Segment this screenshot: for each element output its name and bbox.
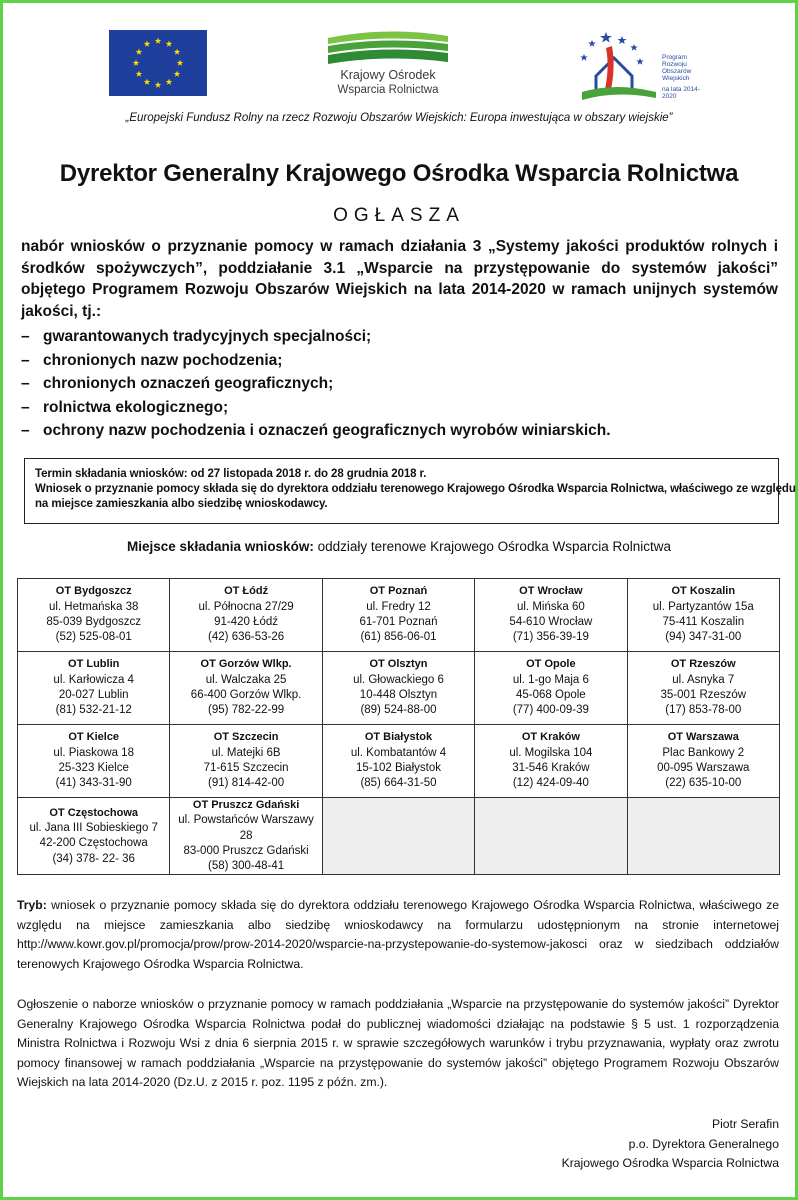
empty-cell bbox=[322, 798, 474, 875]
office-phone: (71) 356-39-19 bbox=[512, 631, 589, 644]
submission-line-cont: na miejsce zamieszkania albo siedzibę wnioskodawcy. bbox=[35, 498, 328, 510]
office-cell bbox=[170, 798, 322, 875]
kowr-logo bbox=[322, 28, 454, 106]
office-street: ul. Jana III Sobieskiego 7 bbox=[29, 821, 158, 834]
office-city: 10-448 Olsztyn bbox=[359, 689, 438, 701]
office-phone: (22) 635-10-00 bbox=[665, 777, 742, 790]
office-street: ul. Walczaka 25 bbox=[205, 673, 287, 686]
office-city: 83-000 Pruszcz Gdański bbox=[183, 844, 309, 857]
office-city: 35-001 Rzeszów bbox=[660, 689, 747, 701]
office-name: OT Opole bbox=[526, 658, 576, 671]
office-cell bbox=[170, 652, 322, 725]
office-city: 85-039 Bydgoszcz bbox=[46, 616, 141, 628]
office-cell bbox=[18, 798, 170, 875]
office-cell bbox=[475, 652, 627, 725]
prow-logo bbox=[576, 28, 706, 108]
procedure-text: wniosek o przyznanie pomocy składa się do dyrektora oddziału terenowego Krajowego Ośrodka Wsparcia Rolnictwa, właściwego ze względu na miejsce zamieszkania albo siedzibę wnioskodawcy na formularzu udostępnionym na stronie internetowej http://www.kowr.gov.pl/promocja/prow/prow-2014-2020/wsparcie-na-przystepowanie-do-systemow-jakosci oraz w siedzibach oddziałów terenowych Krajowego Ośrodka Wsparcia Rolnictwa. bbox=[17, 898, 779, 971]
office-name: OT Wrocław bbox=[519, 585, 583, 598]
office-street: ul. Północna 27/29 bbox=[198, 600, 294, 613]
logo-bar bbox=[0, 28, 798, 108]
empty-cell bbox=[627, 798, 779, 875]
intro-paragraph: nabór wniosków o przyznanie pomocy w ramach działania 3 „Systemy jakości produktów rolnych i środków spożywczych”, poddziałanie 3.1 „Wsparcie na przystępowanie do systemów jakości” objętego Programem Rozwoju Obszarów Wiejskich na lata 2014-2020 w ramach unijnych systemów jakości, tj.: bbox=[21, 238, 778, 320]
office-street: ul. Matejki 6B bbox=[211, 746, 281, 759]
prow-logo-text bbox=[662, 54, 691, 82]
office-cell bbox=[627, 652, 779, 725]
office-phone: (77) 400-09-39 bbox=[512, 704, 589, 717]
office-street: ul. Karłowicza 4 bbox=[53, 673, 134, 686]
prow-line-2: Rozwoju bbox=[662, 61, 687, 68]
office-name: OT Kraków bbox=[521, 731, 580, 744]
office-street: ul. Mińska 60 bbox=[516, 600, 585, 613]
office-cell bbox=[18, 652, 170, 725]
office-name: OT Częstochowa bbox=[49, 806, 138, 819]
office-cell bbox=[18, 725, 170, 798]
office-phone: (61) 856-06-01 bbox=[360, 631, 437, 644]
deadline-line: Termin składania wniosków: od 27 listopada 2018 r. do 28 grudnia 2018 r. bbox=[35, 468, 427, 480]
prow-line-4: Wiejskich bbox=[662, 75, 690, 82]
list-item: – gwarantowanych tradycyjnych specjalności; bbox=[21, 328, 372, 345]
page-title: Dyrektor Generalny Krajowego Ośrodka Wsparcia Rolnictwa bbox=[59, 160, 739, 187]
office-name: OT Warszawa bbox=[667, 731, 739, 744]
signature-block bbox=[562, 1115, 779, 1174]
signature-org: Krajowego Ośrodka Wsparcia Rolnictwa bbox=[561, 1156, 779, 1170]
office-phone: (81) 532-21-12 bbox=[55, 704, 132, 717]
office-phone: (95) 782-22-99 bbox=[208, 704, 285, 717]
office-cell bbox=[627, 579, 779, 652]
list-item: – chronionych oznaczeń geograficznych; bbox=[21, 375, 334, 392]
office-street: ul. 1-go Maja 6 bbox=[512, 673, 589, 686]
office-street: ul. Głowackiego 6 bbox=[353, 673, 444, 686]
list-item: – chronionych nazw pochodzenia; bbox=[21, 351, 283, 369]
offices-table bbox=[17, 578, 780, 875]
office-phone: (12) 424-09-40 bbox=[512, 777, 589, 790]
office-city: 54-610 Wrocław bbox=[509, 616, 593, 628]
table-row bbox=[18, 725, 780, 798]
office-name: OT Szczecin bbox=[213, 731, 279, 744]
office-city: 45-068 Opole bbox=[516, 689, 586, 701]
eu-stars-icon bbox=[109, 30, 207, 96]
office-city: 25-323 Kielce bbox=[58, 762, 129, 774]
kowr-logo-line1: Krajowy Ośrodek bbox=[340, 68, 436, 82]
empty-cell bbox=[475, 798, 627, 875]
funding-caption: „Europejski Fundusz Rolny na rzecz Rozwoju Obszarów Wiejskich: Europa inwestująca w obszary wiejskie” bbox=[125, 112, 673, 124]
office-cell bbox=[18, 579, 170, 652]
quality-systems-list bbox=[21, 325, 778, 443]
office-city: 66-400 Gorzów Wlkp. bbox=[190, 689, 302, 701]
office-phone: (85) 664-31-50 bbox=[360, 777, 437, 790]
office-cell bbox=[475, 579, 627, 652]
office-phone: (94) 347-31-00 bbox=[665, 631, 742, 644]
office-name: OT Olsztyn bbox=[369, 658, 428, 671]
office-cell bbox=[170, 579, 322, 652]
list-item: – ochrony nazw pochodzenia i oznaczeń geograficznych wyrobów winiarskich. bbox=[21, 422, 611, 439]
office-phone: (91) 814-42-00 bbox=[208, 777, 285, 790]
office-street: ul. Partyzantów 15a bbox=[652, 600, 754, 613]
office-name: OT Pruszcz Gdański bbox=[192, 799, 300, 811]
signature-name: Piotr Serafin bbox=[711, 1117, 779, 1131]
office-phone: (89) 524-88-00 bbox=[360, 704, 437, 717]
kowr-fields-icon bbox=[322, 28, 454, 68]
deadline-box bbox=[24, 458, 796, 524]
prow-logo-sub: na lata 2014-2020 bbox=[662, 86, 700, 100]
legal-basis-paragraph: Ogłoszenie o naborze wniosków o przyznanie pomocy w ramach poddziałania „Wsparcie na przystępowanie do systemów jakości” Dyrektor Generalny Krajowego Ośrodka Wsparcia Rolnictwa podał do publicznej wiadomości działając na podstawie § 5 ust. 1 rozporządzenia Ministra Rolnictwa i Rozwoju Wsi z dnia 6 sierpnia 2015 r. w sprawie szczegółowych warunków i trybu przyznawania, wypłaty oraz zwrotu pomocy finansowej w ramach poddziałania „Wsparcie na przystępowanie do systemów jakości” objętego Programem Rozwoju Obszarów Wiejskich na lata 2014-2020 (Dz.U. z 2015 r. poz. 1195 z późn. zm.). bbox=[17, 997, 779, 1089]
office-street: ul. Asnyka 7 bbox=[672, 673, 735, 686]
prow-line-3: Obszarów bbox=[662, 68, 692, 75]
office-cell bbox=[322, 579, 474, 652]
submission-place-label: Miejsce składania wniosków: bbox=[127, 539, 314, 554]
submission-line: Wniosek o przyznanie pomocy składa się do dyrektora oddziału terenowego Krajowego Ośrodka Wsparcia Rolnictwa, właściwego ze względu bbox=[35, 483, 796, 495]
submission-place-text: oddziały terenowe Krajowego Ośrodka Wsparcia Rolnictwa bbox=[313, 539, 671, 554]
eu-flag-logo bbox=[109, 30, 207, 96]
office-city: 31-546 Kraków bbox=[512, 762, 590, 774]
office-name: OT Rzeszów bbox=[670, 658, 736, 671]
table-row bbox=[18, 798, 780, 875]
office-phone: (42) 636-53-26 bbox=[208, 631, 285, 644]
office-cell bbox=[170, 725, 322, 798]
procedure-paragraph bbox=[17, 896, 779, 974]
office-cell bbox=[322, 652, 474, 725]
office-street: ul. Hetmańska 38 bbox=[48, 600, 139, 613]
office-name: OT Poznań bbox=[369, 585, 428, 598]
office-phone: (34) 378- 22- 36 bbox=[52, 852, 135, 865]
office-city: 15-102 Białystok bbox=[355, 762, 441, 774]
office-name: OT Gorzów Wlkp. bbox=[200, 658, 292, 671]
office-street: ul. Piaskowa 18 bbox=[53, 746, 134, 759]
office-street: ul. Powstańców Warszawy 28 bbox=[178, 814, 314, 842]
office-phone: (17) 853-78-00 bbox=[665, 704, 742, 717]
office-city: 42-200 Częstochowa bbox=[39, 837, 148, 850]
office-phone: (58) 300-48-41 bbox=[208, 860, 285, 873]
office-street: ul. Mogilska 104 bbox=[509, 746, 593, 759]
prow-line-1: Program bbox=[662, 54, 687, 61]
office-street: ul. Fredry 12 bbox=[366, 600, 431, 613]
procedure-label: Tryb: bbox=[17, 898, 47, 912]
office-cell bbox=[475, 725, 627, 798]
office-name: OT Bydgoszcz bbox=[55, 585, 132, 598]
office-name: OT Łódź bbox=[224, 585, 269, 598]
table-row bbox=[18, 579, 780, 652]
office-city: 75-411 Koszalin bbox=[662, 616, 745, 628]
office-street: ul. Kombatantów 4 bbox=[350, 746, 447, 759]
office-city: 61-701 Poznań bbox=[359, 616, 438, 628]
office-name: OT Białystok bbox=[364, 731, 433, 744]
announce-heading: OGŁASZA bbox=[333, 205, 465, 226]
office-name: OT Kielce bbox=[68, 731, 120, 744]
office-cell bbox=[322, 725, 474, 798]
office-name: OT Koszalin bbox=[671, 585, 736, 598]
office-street: Plac Bankowy 2 bbox=[662, 746, 745, 759]
office-phone: (41) 343-31-90 bbox=[55, 777, 132, 790]
office-cell bbox=[627, 725, 779, 798]
table-row bbox=[18, 652, 780, 725]
office-phone: (52) 525-08-01 bbox=[55, 631, 132, 644]
office-name: OT Lublin bbox=[68, 658, 120, 671]
submission-place bbox=[0, 539, 798, 554]
signature-role: p.o. Dyrektora Generalnego bbox=[628, 1136, 779, 1151]
prow-emblem-icon bbox=[576, 28, 662, 108]
office-city: 91-420 Łódź bbox=[214, 616, 279, 628]
kowr-logo-line2: Wsparcia Rolnictwa bbox=[337, 84, 439, 96]
office-city: 00-095 Warszawa bbox=[657, 762, 750, 774]
office-city: 20-027 Lublin bbox=[58, 689, 129, 701]
office-city: 71-615 Szczecin bbox=[203, 762, 289, 774]
list-item: – rolnictwa ekologicznego; bbox=[21, 398, 229, 416]
